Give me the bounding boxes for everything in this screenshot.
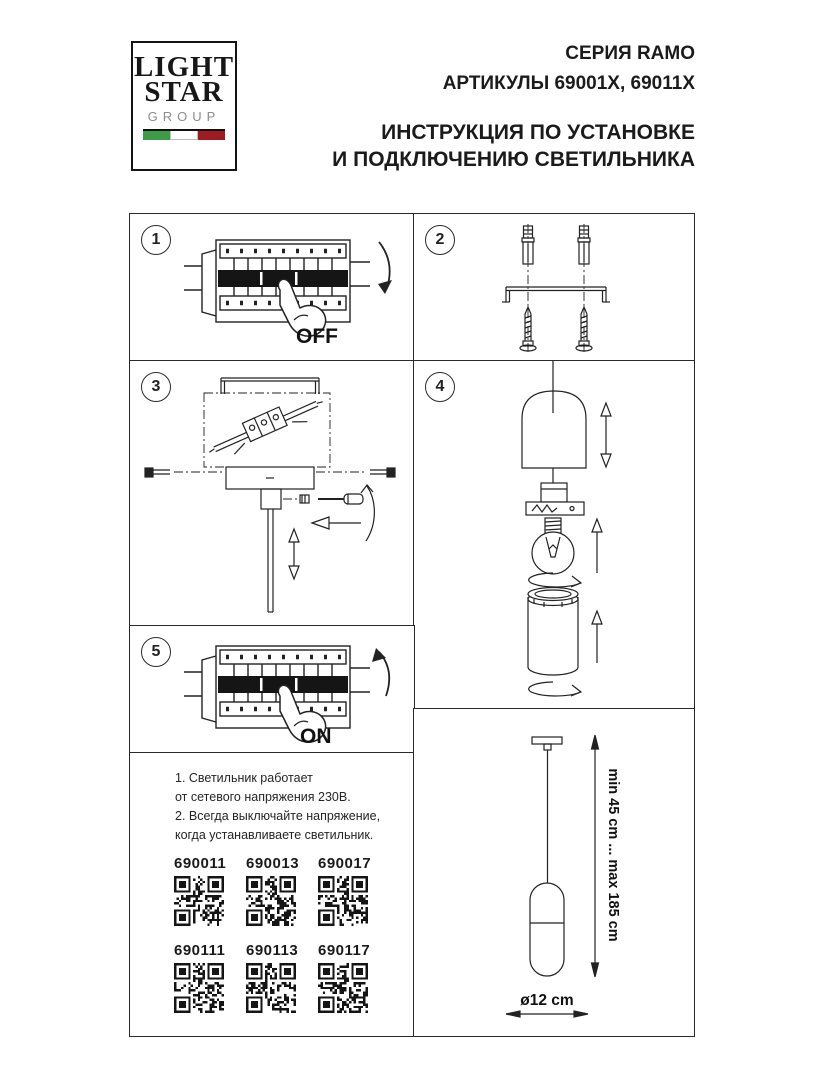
step3-number: 3	[141, 372, 171, 402]
note-line: 2. Всегда выключайте напряжение,	[175, 809, 381, 823]
rotate-arrow-icon	[361, 485, 374, 541]
instruction-title-line2: И ПОДКЛЮЧЕНИЮ СВЕТИЛЬНИКА	[332, 148, 695, 171]
logo-word-light: LIGHT	[133, 51, 235, 83]
articles-line: АРТИКУЛЫ 69001X, 69011X	[442, 73, 695, 94]
qr-code	[174, 963, 224, 1013]
flag-white-segment	[170, 131, 199, 140]
logo-word-group: GROUP	[147, 109, 221, 124]
article-number: 690017	[318, 855, 372, 872]
ceiling-bracket-icon	[221, 378, 319, 394]
diameter-label: ø12 cm	[520, 992, 574, 1009]
pendant-dimensions-diagram	[414, 709, 693, 1035]
flag-red-segment	[198, 131, 225, 140]
qr-code-grid	[174, 855, 372, 1013]
cylinder-shade	[528, 588, 578, 676]
lightstar-logo	[131, 41, 237, 171]
step2-panel	[413, 213, 695, 362]
side-screw-icon	[316, 468, 395, 477]
article-number: 690117	[318, 942, 371, 959]
flag-green-segment	[143, 131, 170, 140]
side-screw-icon	[145, 468, 224, 477]
circuit-breaker-drawing	[184, 240, 370, 322]
step1-number: 1	[141, 225, 171, 255]
article-number: 690011	[174, 855, 227, 872]
logo-word-star: STAR	[144, 76, 224, 108]
step5-number: 5	[141, 637, 171, 667]
suspension-height-label: min 45 cm ... max 185 cm	[605, 768, 621, 942]
step2-number: 2	[425, 225, 455, 255]
article-number: 690113	[246, 942, 299, 959]
article-number: 690013	[246, 855, 300, 872]
qr-code	[246, 876, 296, 926]
rotate-arrow-icon	[529, 682, 581, 696]
qr-cell	[174, 942, 224, 1013]
qr-cell	[318, 855, 372, 926]
step3-panel	[129, 360, 415, 627]
arrow-down-icon	[378, 242, 392, 294]
off-label: OFF	[296, 325, 338, 348]
arrow-up-down-icon	[601, 403, 611, 467]
article-number: 690111	[174, 942, 226, 959]
instruction-title-line1: ИНСТРУКЦИЯ ПО УСТАНОВКЕ	[381, 121, 695, 144]
step4-panel	[413, 360, 695, 710]
qr-cell	[246, 942, 299, 1013]
mounting-bracket-icon	[502, 287, 610, 302]
note-line: когда устанавливаете светильник.	[175, 828, 374, 842]
qr-cell	[174, 855, 227, 926]
dimensions-panel	[413, 708, 695, 1037]
qr-cell	[318, 942, 371, 1013]
on-label: ON	[300, 725, 332, 748]
light-bulb-icon	[532, 518, 574, 574]
arrow-up-icon	[592, 519, 602, 573]
terminal-block-icon	[204, 390, 327, 463]
pendant-lamp-drawing	[530, 737, 564, 976]
safety-notes	[175, 769, 405, 845]
height-dimension-arrow	[592, 735, 599, 977]
note-line: от сетевого напряжения 230В.	[175, 790, 351, 804]
arrow-up-down-icon	[289, 529, 299, 579]
step1-panel	[129, 213, 415, 362]
breaker-on-diagram	[180, 632, 410, 750]
arrow-up-icon	[372, 648, 389, 696]
step5-panel	[129, 625, 415, 754]
canopy-installation-diagram	[130, 361, 413, 625]
header-text	[332, 42, 695, 173]
qr-code	[174, 876, 224, 926]
grub-screw-and-screwdriver-icon	[283, 494, 363, 504]
qr-cell	[246, 855, 300, 926]
shade-assembly-diagram	[414, 361, 693, 708]
diameter-dimension-arrow	[506, 1011, 588, 1017]
notes-panel	[129, 752, 415, 1037]
suspension-rod	[268, 509, 273, 612]
qr-code	[246, 963, 296, 1013]
series-title: СЕРИЯ RAMO	[565, 43, 695, 64]
qr-code	[318, 963, 368, 1013]
note-line: 1. Светильник работает	[175, 771, 313, 785]
rotate-arrow-icon	[529, 573, 581, 587]
strain-relief-box	[261, 489, 281, 509]
qr-code	[318, 876, 368, 926]
arrow-left-icon	[312, 517, 361, 529]
arrow-up-icon	[592, 611, 602, 663]
step4-number: 4	[425, 372, 455, 402]
breaker-off-diagram	[180, 226, 410, 350]
mounting-hardware-diagram	[414, 214, 693, 360]
circuit-breaker-drawing	[184, 646, 370, 728]
dome-shade	[522, 391, 586, 468]
italian-flag-bar	[143, 129, 225, 140]
socket-plate	[526, 483, 584, 515]
